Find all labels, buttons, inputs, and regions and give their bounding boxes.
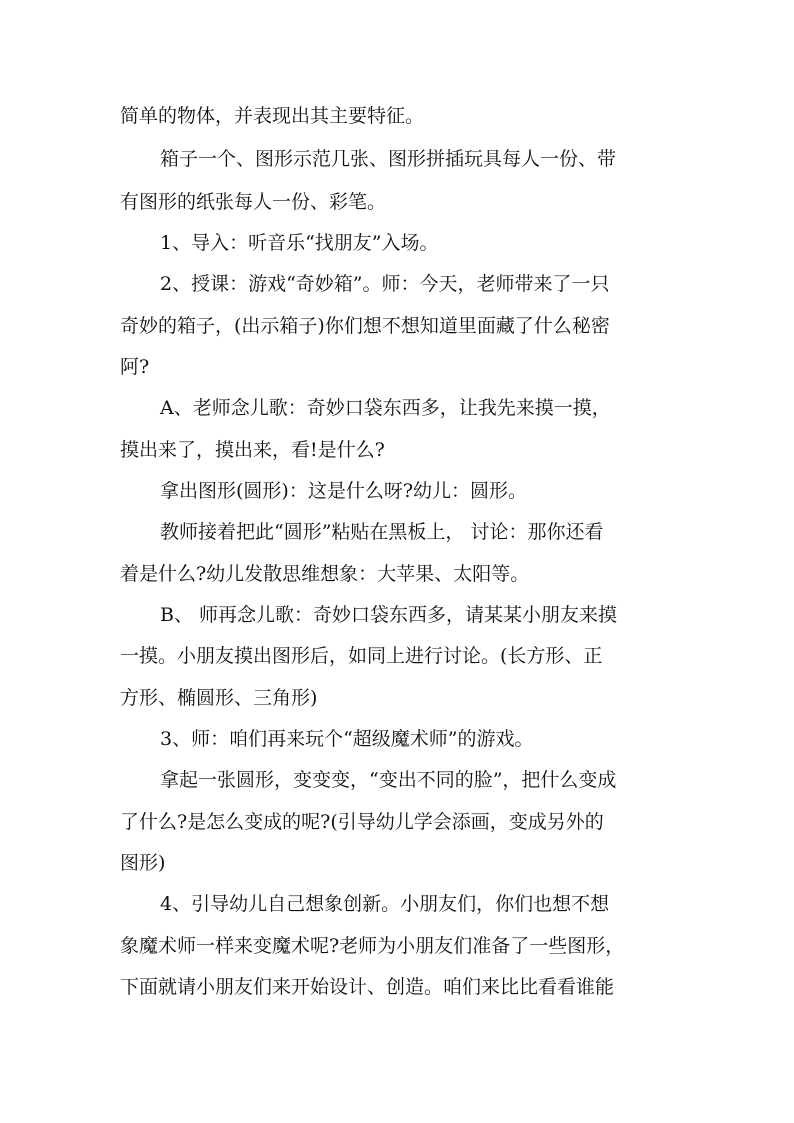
- text-line: 一摸。小朋友摸出图形后，如同上进行讨论。(长方形、正: [120, 645, 603, 667]
- text-line: 箱子一个、图形示范几张、图形拼插玩具每人一份、带: [160, 148, 617, 170]
- text-line: 拿起一张圆形，变变变，“变出不同的脸”，把什么变成: [160, 769, 617, 791]
- text-line: 图形): [120, 852, 166, 874]
- text-line: 有图形的纸张每人一份、彩笔。: [120, 191, 387, 213]
- text-line: 方形、椭圆形、三角形): [120, 687, 318, 709]
- text-line: 阿?: [120, 356, 150, 378]
- text-line: 1、导入：听音乐“找朋友”入场。: [160, 232, 439, 254]
- text-line: 拿出图形(圆形)：这是什么呀?幼儿：圆形。: [160, 480, 528, 502]
- text-line: 3、师：咱们再来玩个“超级魔术师”的游戏。: [160, 728, 534, 750]
- text-line: 奇妙的箱子，(出示箱子)你们想不想知道里面藏了什么秘密: [120, 315, 610, 337]
- text-line: 下面就请小朋友们来开始设计、创造。咱们来比比看看谁能: [120, 976, 615, 998]
- text-line: 4、引导幼儿自己想象创新。小朋友们，你们也想不想: [160, 893, 610, 915]
- text-line: 简单的物体，并表现出其主要特征。: [120, 105, 425, 127]
- text-line: A、老师念儿歌：奇妙口袋东西多，让我先来摸一摸，: [160, 397, 611, 419]
- text-line: B、 师再念儿歌：奇妙口袋东西多，请某某小朋友来摸: [160, 604, 618, 626]
- text-line: 教师接着把此“圆形”粘贴在黑板上， 讨论：那你还看: [160, 521, 604, 543]
- text-line: 着是什么?幼儿发散思维想象：大苹果、太阳等。: [120, 563, 530, 585]
- text-line: 了什么?是怎么变成的呢?(引导幼儿学会添画，变成另外的: [120, 811, 604, 833]
- text-line: 摸出来了，摸出来，看!是什么?: [120, 439, 385, 461]
- text-line: 2、授课：游戏“奇妙箱”。师：今天，老师带来了一只: [160, 273, 610, 295]
- text-line: 象魔术师一样来变魔术呢?老师为小朋友们准备了一些图形，: [120, 935, 625, 957]
